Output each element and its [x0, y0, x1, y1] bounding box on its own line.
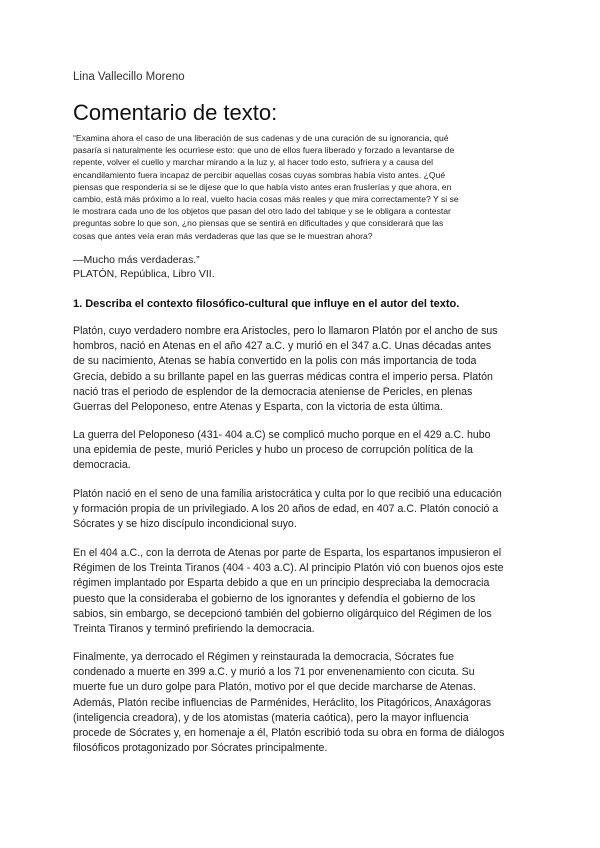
paragraph-line: Treinta Tiranos y terminó prefiriendo la democracia.	[73, 623, 315, 636]
paragraph-line: muerte fue un duro golpe para Platón, motivo por el que decide marcharse de Atenas.	[73, 681, 476, 694]
paragraph-line: y formación propia de un privilegiado. A los 20 años de edad, en 407 a.C. Platón conoció a	[73, 503, 499, 516]
paragraph-line: Sócrates y se hizo discípulo incondicional suyo.	[73, 518, 297, 531]
quote-line: le mostrara cada uno de los objetos que pasan del otro lado del tabique y se le obligara a contestar	[73, 206, 451, 217]
paragraph-line: Grecia, debido a su brillante papel en las guerras médicas contra el imperio persa. Platón	[73, 370, 493, 383]
paragraph-line: La guerra del Peloponeso (431- 404 a.C) se complicó mucho porque en el 429 a.C. hubo	[73, 429, 491, 441]
paragraph-line: filosóficos protagonizado por Sócrates principalmente.	[73, 742, 328, 755]
quote-line: encandilamiento fuera incapaz de percibir aquellas cosas cuyas sombras había visto antes. ¿Qué	[73, 169, 446, 180]
quoted-excerpt	[73, 132, 531, 242]
paragraph-line: Además, Platón recibe influencias de Parménides, Heráclito, los Pitagóricos, Anaxágoras	[73, 696, 492, 709]
paragraph-line: democracia.	[73, 459, 131, 472]
quote-line: preguntas sobre lo que son, ¿no piensas que se sentirá en dificultades y que considerará que las	[73, 218, 444, 229]
paragraph-line: procede de Sócrates y, en homenaje a él, Platón escribió toda su obra en forma de diálogos	[73, 727, 505, 740]
quote-reply: —Mucho más verdaderas.”	[73, 254, 200, 266]
quote-line: piensas que respondería si se le dijese que lo que había visto antes eran frusIerías y que ahora, en	[73, 181, 452, 192]
quote-line: repente, volver el cuello y marchar mirando a la luz y, al hacer todo esto, sufriera y a causa del	[73, 157, 434, 168]
paragraph-line: Régimen de los Treinta Tiranos (404 - 403 a.C). Al principio Platón vió con buenos ojos este	[73, 562, 504, 575]
paragraph-1	[73, 324, 535, 415]
document-title: Comentario de texto:	[73, 100, 278, 125]
quote-line: cambio, está más próximo a lo real, vuelto hacia cosas más reales y que mira correctamente? Y si se	[73, 194, 459, 205]
quote-source: PLATÓN, República, Libro VII.	[73, 268, 215, 280]
paragraph-line: una epidemia de peste, murió Pericles y hubo un proceso de corrupción política de la	[73, 444, 473, 457]
author-name: Lina Vallecillo Moreno	[73, 71, 185, 83]
paragraph-2	[73, 428, 535, 474]
question-heading: 1. Describa el contexto filosófico-cultural que influye en el autor del texto.	[73, 298, 460, 310]
paragraph-line: Platón, cuyo verdadero nombre era Aristocles, pero lo llamaron Platón por el ancho de sus	[73, 325, 498, 337]
quote-line: pasaría si naturalmente les ocurriese esto: que uno de ellos fuera liberado y forzado a levantarse de	[73, 145, 455, 156]
paragraph-line: puesto que la consideraba el gobierno de los ignorantes y defendía el gobierno de los	[73, 592, 476, 605]
paragraph-line: condenado a muerte en 399 a.C. y murió a los 71 por envenenamiento con cicuta. Su	[73, 666, 475, 679]
paragraph-line: Finalmente, ya derrocado el Régimen y reinstaurada la democracia, Sócrates fue	[73, 651, 454, 663]
paragraph-line: En el 404 a.C., con la derrota de Atenas por parte de Esparta, los espartanos impusieron el	[73, 547, 502, 559]
paragraph-line: régimen implantado por Esparta debido a que en un principio despreciaba la democracia	[73, 577, 490, 590]
quote-line: “Examina ahora el caso de una liberación de sus cadenas y de una curación de su ignorancia, qué	[73, 133, 449, 143]
paragraph-line: (inteligencia creadora), y de los atomistas (materia caótica), pero la mayor influencia	[73, 711, 469, 724]
paragraph-line: Platón nació en el seno de una familia aristocrática y culta por lo que recibió una educación	[73, 488, 502, 500]
paragraph-line: de su nacimiento, Atenas se había convertido en la polis con más importancia de toda	[73, 355, 477, 368]
paragraph-4	[73, 546, 535, 637]
paragraph-3	[73, 487, 535, 533]
paragraph-line: hombros, nació en Atenas en el año 427 a.C. y murió en el 347 a.C. Unas décadas antes	[73, 340, 492, 353]
paragraph-line: sabios, sin embargo, se decepcionó también del gobierno oligárquico del Régimen de los	[73, 607, 492, 620]
quote-line: cosas que antes veía eran más verdaderas que las que se le muestran ahora?	[73, 230, 373, 241]
paragraph-line: nació tras el periodo de esplendor de la democracia ateniense de Pericles, en plenas	[73, 385, 473, 398]
paragraph-5	[73, 650, 535, 756]
paragraph-line: Guerras del Peloponeso, entre Atenas y Esparta, con la victoria de esta última.	[73, 401, 443, 414]
